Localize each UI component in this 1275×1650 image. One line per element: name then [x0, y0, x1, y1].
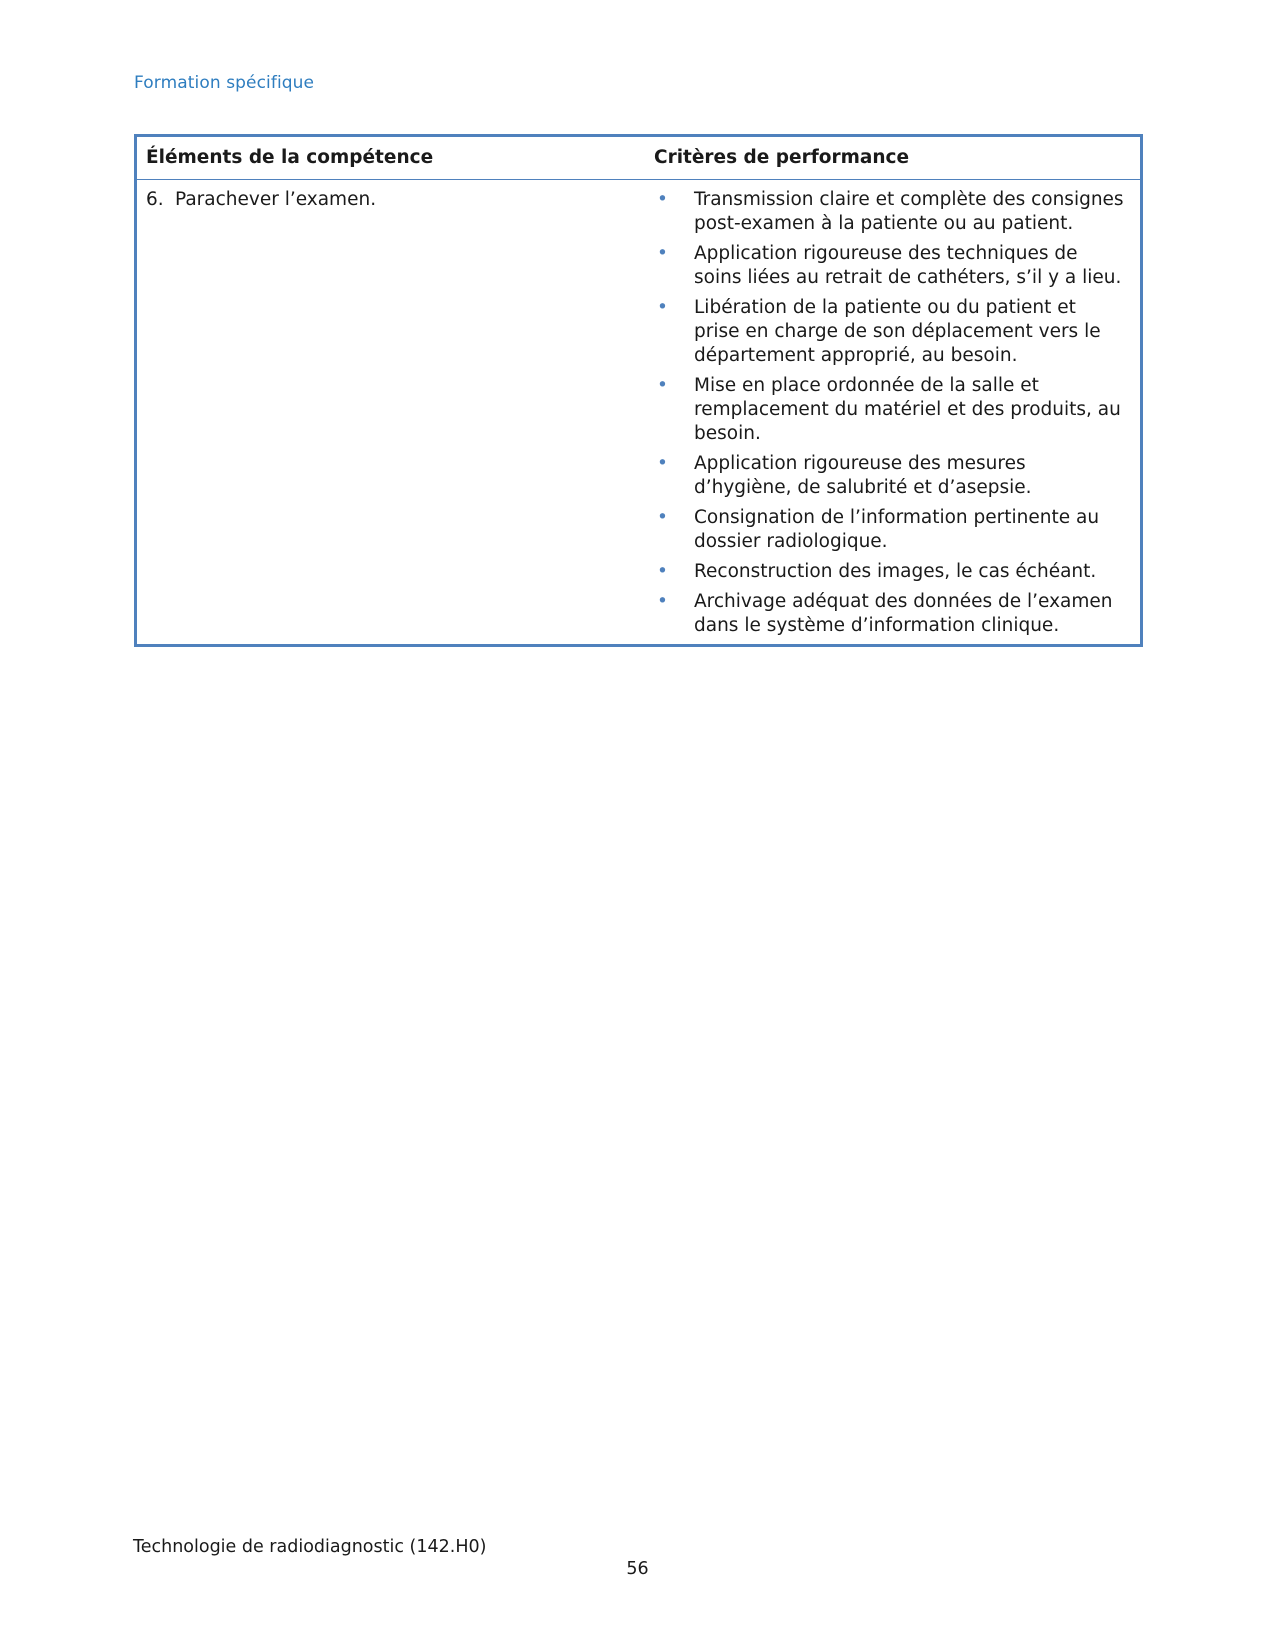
criteria-text: Application rigoureuse des techniques de soins liées au retrait de cathéters, s’il y a lieu. — [694, 243, 1122, 288]
column-header-elements: Éléments de la compétence — [136, 136, 646, 180]
bullet-icon: • — [657, 375, 668, 396]
bullet-icon: • — [657, 591, 668, 612]
list-item — [654, 590, 1131, 638]
criteria-text: Libération de la patiente ou du patient et prise en charge de son déplacement vers le département approprié, au besoin. — [694, 297, 1101, 366]
list-item — [654, 374, 1131, 446]
bullet-icon: • — [657, 507, 668, 528]
bullet-icon: • — [657, 243, 668, 264]
criteria-text: Consignation de l’information pertinente au dossier radiologique. — [694, 507, 1100, 552]
list-item — [654, 506, 1131, 554]
bullet-icon: • — [657, 561, 668, 582]
element-text: Parachever l’examen. — [175, 189, 377, 210]
list-item — [654, 452, 1131, 500]
table-header-row — [136, 136, 1142, 180]
list-item — [654, 242, 1131, 290]
criteria-text: Transmission claire et complète des consignes post-examen à la patiente ou au patient. — [694, 189, 1124, 234]
criteria-text: Application rigoureuse des mesures d’hygiène, de salubrité et d’asepsie. — [694, 453, 1032, 498]
list-item — [654, 296, 1131, 368]
list-item — [654, 560, 1131, 584]
page-number: 56 — [626, 1559, 649, 1579]
footer-program-title: Technologie de radiodiagnostic (142.H0) — [133, 1537, 487, 1557]
criteria-text: Reconstruction des images, le cas échéant. — [694, 561, 1097, 582]
list-item — [654, 188, 1131, 236]
criteria-text: Archivage adéquat des données de l’examen dans le système d’information clinique. — [694, 591, 1113, 636]
column-header-criteria: Critères de performance — [645, 136, 1142, 180]
bullet-icon: • — [657, 189, 668, 210]
element-number: 6. — [146, 189, 164, 210]
competence-table — [134, 134, 1143, 647]
elements-cell — [136, 180, 646, 646]
criteria-text: Mise en place ordonnée de la salle et remplacement du matériel et des produits, au besoin. — [694, 375, 1121, 444]
table-row — [136, 180, 1142, 646]
bullet-icon: • — [657, 297, 668, 318]
section-header: Formation spécifique — [134, 73, 315, 93]
element-item — [146, 188, 636, 212]
criteria-cell — [645, 180, 1142, 646]
bullet-icon: • — [657, 453, 668, 474]
criteria-list — [654, 188, 1131, 638]
